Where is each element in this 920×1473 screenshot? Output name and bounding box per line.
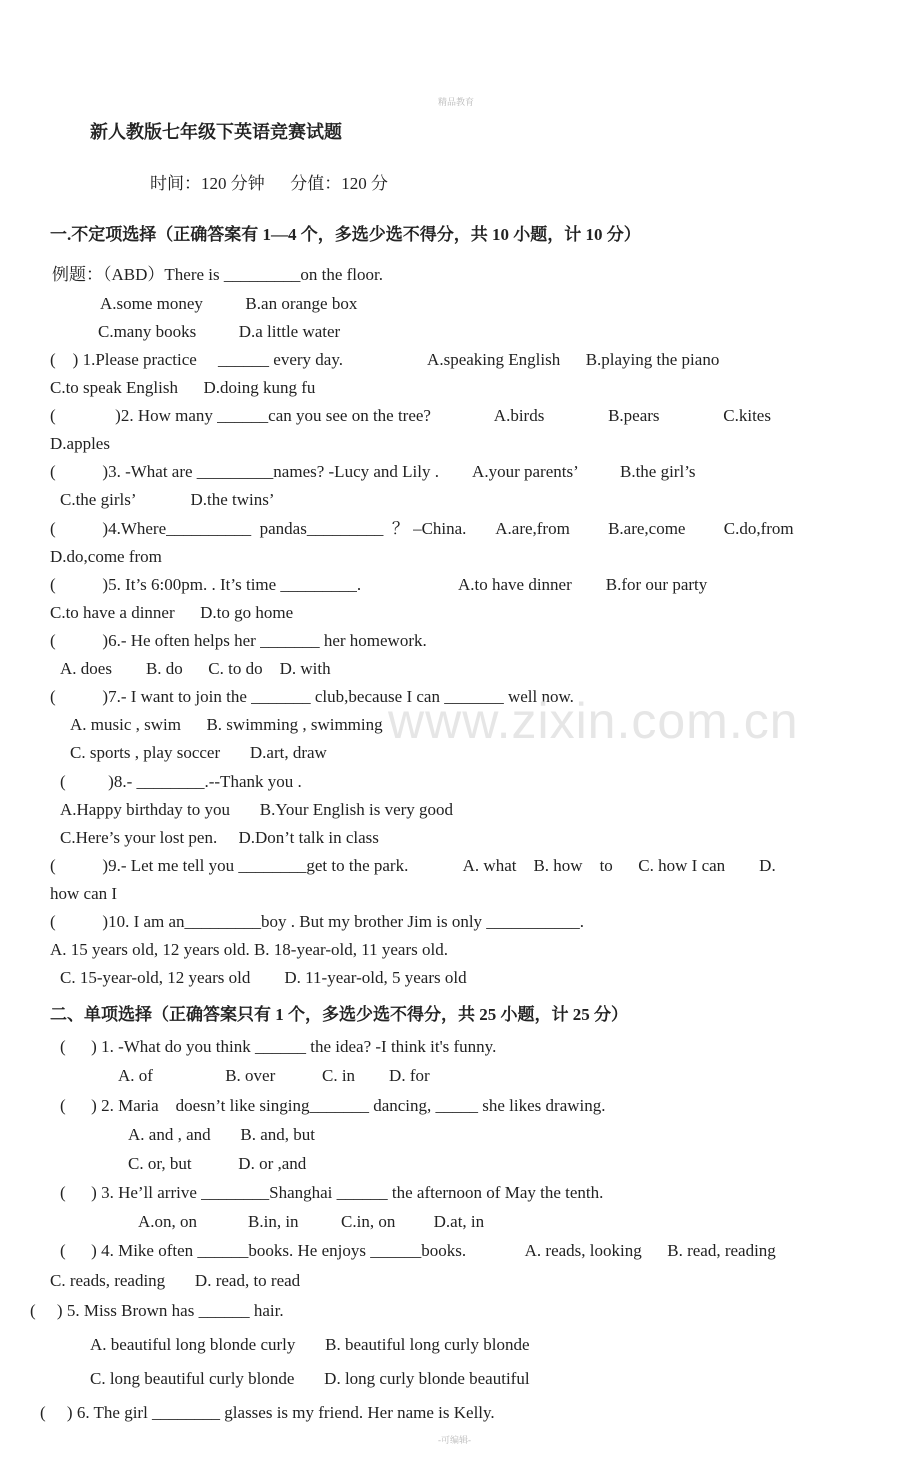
- section-2-line: ( ) 4. Mike often ______books. He enjoys ______books. A. reads, looking B. read, reading: [60, 1241, 776, 1260]
- section-1-line: A.Happy birthday to you B.Your English is very good: [60, 800, 454, 819]
- section-1-line: D.do,come from: [50, 547, 162, 566]
- page-header: 精品教育: [438, 97, 475, 107]
- section-1-line: D.apples: [50, 434, 110, 453]
- section-2-line: A. of B. over C. in D. for: [118, 1066, 430, 1085]
- section-2-line: ( ) 5. Miss Brown has ______ hair.: [30, 1301, 284, 1320]
- section-2-line: C. or, but D. or ,and: [128, 1154, 307, 1173]
- section-1-line: A. 15 years old, 12 years old. B. 18-year-old, 11 years old.: [50, 940, 448, 959]
- section-1-line: ( )9.- Let me tell you ________get to the park. A. what B. how to C. how I can D.: [50, 856, 776, 875]
- section-1-line: ( )8.- ________.--Thank you .: [60, 772, 302, 791]
- section-1-line: C. sports , play soccer D.art, draw: [70, 743, 327, 762]
- section-2-line: ( ) 3. He’ll arrive ________Shanghai ______ the afternoon of May the tenth.: [60, 1183, 604, 1202]
- section-2-line: A. and , and B. and, but: [128, 1125, 315, 1144]
- section-2-line: C. reads, reading D. read, to read: [50, 1271, 301, 1290]
- section-1-line: how can I: [50, 884, 118, 903]
- exam-meta: 时间：120 分钟 分值：120 分: [150, 174, 388, 193]
- watermark: www.zixin.com.cn: [388, 693, 799, 749]
- section-1-line: A. does B. do C. to do D. with: [60, 659, 331, 678]
- section-2-line: ( ) 6. The girl ________ glasses is my friend. Her name is Kelly.: [40, 1403, 495, 1422]
- section-1-heading: 一.不定项选择（正确答案有 1—4 个，多选少选不得分，共 10 小题，计 10 分）: [50, 225, 641, 244]
- section-1-line: A.some money B.an orange box: [100, 294, 358, 313]
- section-2-line: A. beautiful long blonde curly B. beautiful long curly blonde: [90, 1335, 530, 1354]
- section-2-line: ( ) 2. Maria doesn’t like singing_______ dancing, _____ she likes drawing.: [60, 1096, 606, 1115]
- page-footer: -可编辑-: [438, 1435, 471, 1445]
- section-1-line: ( ) 1.Please practice ______ every day. A.speaking English B.playing the piano: [50, 350, 720, 369]
- section-2-line: ( ) 1. -What do you think ______ the idea? -I think it's funny.: [60, 1037, 497, 1056]
- section-1-line: C.to speak English D.doing kung fu: [50, 378, 316, 397]
- section-1-line: ( )3. -What are _________names? -Lucy and Lily . A.your parents’ B.the girl’s: [50, 462, 696, 481]
- section-2-line: C. long beautiful curly blonde D. long curly blonde beautiful: [90, 1369, 530, 1388]
- section-1-line: 例题：（ABD）There is _________on the floor.: [52, 265, 383, 284]
- section-1-line: C.many books D.a little water: [98, 322, 341, 341]
- section-1-line: ( )10. I am an_________boy . But my brother Jim is only ___________.: [50, 912, 585, 931]
- section-1-line: A. music , swim B. swimming , swimming: [70, 715, 383, 734]
- section-1-line: C.Here’s your lost pen. D.Don’t talk in class: [60, 828, 379, 847]
- page-title: 新人教版七年级下英语竞赛试题: [90, 122, 342, 142]
- section-1-line: ( )6.- He often helps her _______ her homework.: [50, 631, 427, 650]
- section-1-line: C.the girls’ D.the twins’: [60, 490, 275, 509]
- section-1-line: C. 15-year-old, 12 years old D. 11-year-old, 5 years old: [60, 968, 467, 987]
- section-1-line: ( )7.- I want to join the _______ club,because I can _______ well now.: [50, 687, 574, 706]
- section-1-line: ( )5. It’s 6:00pm. . It’s time _________. A.to have dinner B.for our party: [50, 575, 708, 594]
- section-2-heading: 二、单项选择（正确答案只有 1 个，多选少选不得分，共 25 小题，计 25 分）: [50, 1005, 628, 1024]
- section-1-line: C.to have a dinner D.to go home: [50, 603, 294, 622]
- section-2-line: A.on, on B.in, in C.in, on D.at, in: [138, 1212, 485, 1231]
- section-1-line: ( )2. How many ______can you see on the tree? A.birds B.pears C.kites: [50, 406, 771, 425]
- section-1-line: ( )4.Where__________ pandas_________ ？ –China. A.are,from B.are,come C.do,from: [50, 519, 794, 538]
